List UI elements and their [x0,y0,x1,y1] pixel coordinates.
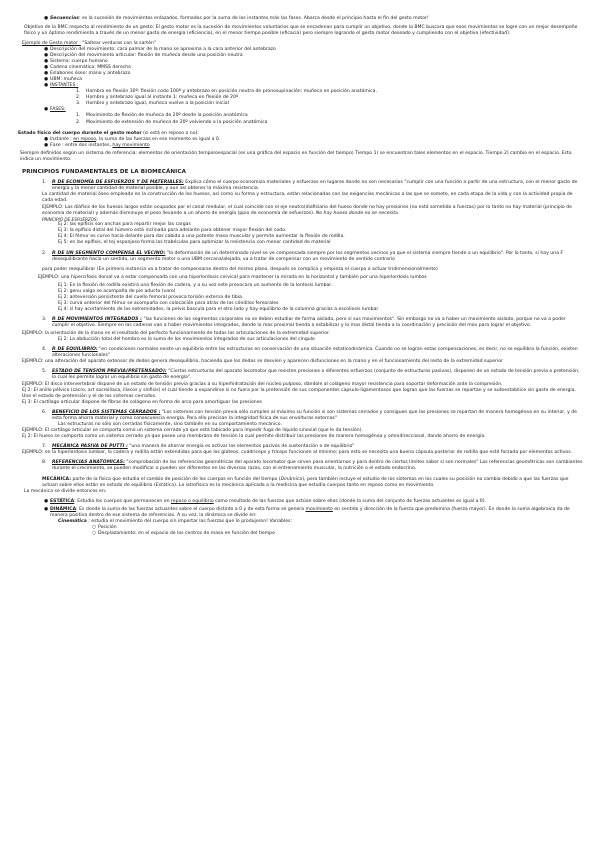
principio-5-title: ESTADO DE TENSIÓN PREVIA(PRETENSADO): [52,369,167,375]
principio-2: 2. P. DE UN SEGMENTO COMPENSA EL VECINO: "la deformación de un determinado nivel se ve compensada siempre por los segmentos vecinos ya que el sistema siempre tiende a un equilibrio". Por lo tanto, si hay una F desequilibrante hacia un sentido, un segmento motor o una UBM cercana/alejada, va a tratar de compensar con un movimiento de sentido contrario para poder reequilibrar (En primera instancia va a tratar de compensarse dentro del mismo plano, después se complica y empieza el cuerpo a actuar tridimensionalmente) EJEMPLO: una hipercifosis dorsal va a estar compensada con una hiperlordosis cervical para mantener la mirada en la horizontal y también por una hiperlordosis lumbar. Ej 1: En la flexión de rodilla existirá una flexión de cadera, y a su vez este provocara un aumento de la lordosis lumbar. Ej 2: genu valgo se acompaña de pie aducto (varo) Ej 2: anteversión persistente del cuello femoral provoca torsión externa de tibia. Ej 3: curva anterior del fémur se acompaña con colocación para atrás de los cóndilos femorales Ej 4: si hay acortamiento de las extremidades, la pelvis bascula para el otro lado y hay equilibrio de la columna gracias a escoliosis lumbar [18,251,584,313]
dinamica-item: ● DINÁMICA: Es donde la suma de las fuerzas actuantes sobre el cuerpo distinto a 0 y de esta forma se genera movimiento en sentido y dirección de la fuerza que predomina (fuerza mayor). En donde la suma algebraica da de manera positiva dentro de ese sistema de referencias. A su vez, la dinámica se divide en: [43,506,570,518]
bullet-icon: ● [43,506,48,512]
bullet-icon: ● [43,136,48,142]
bullet-icon: ● [43,64,48,70]
bullet-icon: ● [43,107,48,113]
instante-item: 3. Hombro y antebrazo igual, muñeca vuelve a la posición inicial [76,101,229,107]
list-item: Ej 4: El fémur es curvo hacia delante para dar cabida a una potente masa muscular y permite aumentar la flexión de rodilla. [58,234,345,240]
principio-2-title: P. DE UN SEGMENTO COMPENSA EL VECINO: [52,251,166,257]
list-item: Ej 2: las epífisis son anchas para repartir mejor las cargas [58,222,191,228]
ejemplo-label: Ejemplo de Gesto motor : [22,40,81,46]
principio-3: 3. P. DE MOVIMIENTOS INTEGRADOS : "las funciones de los segmentos corporales no se deben estudiar de forma aislada, pero sí sus movimientos". Sin embargo no va a haber un movimiento aislado, porque no va a poder cumplir el objetivo. Siempre en las cadenas van a haber movimientos integrados, donde lo mas proximal tienda a estabilizar y lo mas distal tienda a la coordinación y precisión del mov para lograr el objetivo. EJEMPLO: la orientación de la mano es el resultado del perfecto funcionamiento de todas las articulaciones de la extremidad superior. Ej 2: La abducción total del hombro es la suma de los movimientos integrados de sus articulaciones del cíngulo [22,316,566,343]
list-item: ● Descripción del movimiento articular: flexión de muñeca desde una posición neutra [43,52,243,58]
secuencias-term: Secuencias [50,16,79,21]
bullet-icon: ● [43,77,48,83]
list-item: ● Descripción del movimiento: cara palmar de la mano se aproxima a la cara anterior del antebrazo [43,46,276,52]
principios-title: PRINCIPIOS FUNDAMENTALES DE LA BIOMECÁNICA [22,168,186,175]
principio-1: 1. P. DE ECONOMÍA DE ESFUERZOS Y DE MATERIALES: Explica cómo el cuerpo economiza materiales y esfuerzos en lugares donde no son necesarios "cumplir con una función a partir de una estructura, con el menor gasto de energía y la menor cantidad de material posible, y aun así obtener la máxima resistencia. La cantidad de material óseo empleado en la construcción de los huesos, así como su forma y estructura, están relacionadas con las exigencias mecánicas a las que se somete, en cada etapa de la vida y con la actividad propia de cada edad. EJEMPLO: Las diáfisis de los huesos largos están ocupados por el canal medular, el cual coincide con el eje neutro(diafisiario del hueso donde no hay presiones (no está sometido a fuerzas) por lo tanto no hay material (principio de economía de material) y además disminuye el peso llevando a un ahorro de energía (ppio de economía de esfuerzos). No hay hueso donde no se necesita. PRINCIPIO DE ESFUERZOS: Ej 2: las epífisis son anchas para repartir mejor las cargas Ej 3: la epífisis distal del húmero está inclinada para adelante para obtener mayor flexión del codo. Ej 4: El fémur es curvo hacia delante para dar cabida a una potente masa muscular y permite aumentar la flexión de rodilla. Ej 5: en las epífisis, el tej esponjoso forma las trabéculas para optimizar la resistencia con menor cantidad de material [18,180,584,246]
bullet-icon: ● [43,58,48,64]
bullet-icon: ● [43,142,48,148]
secuencias-text: : es la sucesión de movimientos enlazados, formados por la suma de los instantes más las fases. Abarca desde el principio hasta el fin del gesto motor! [78,16,429,21]
mecanica-section: MECÁNICA: parte de la física que estudia el cambio de posición de los cuerpos en función del tiempo (Dinámica), pero también incluye el estudio de los sistemas en los cuales su posición no cambia debido a que las fuerzas que actúan sobre ellos están en estado de equilibrio (Estática). La iatrofísica es la mecánica aplicada a la medicina que estudia cuerpos tanto en reposo como en movimiento. La mecánica se divide entonces en: ● ESTÁTICA: Estudia los cuerpos que permanecen en reposo o equilibrio como resultado de las fuerzas que actúan sobre ellos (donde la suma del conjunto de fuerzas actuantes es igual a 0). ● DINÁMICA: Es donde la suma de las fuerzas actuantes sobre el cuerpo distinto a 0 y de esta forma se genera movimiento en sentido y dirección de la fuerza que predomina (fuerza mayor). En donde la suma algebraica da de manera positiva dentro de ese sistema de referencias. A su vez, la dinámica se divide en: Cinemática : estudia el movimiento del cuerpo sin importar las fuerzas que lo produjeron! Variables: ○ Posición ○ Desplazamiento: en el espacio de los centros de masa en función del tiempo [18,477,584,537]
bullet-icon: ● [43,46,48,52]
instante-item: 1. Hombro en flexión 30º: flexión codo 100º y antebrazo en posición neutra de pronosupinación: muñeca en posición anatómica. [76,89,377,95]
principio-3-title: P. DE MOVIMIENTOS INTEGRADOS : [52,316,143,322]
ejemplo-list [18,47,584,126]
principio-7: 7. MECÁNICA PASIVA DE PUTTI : "una manera de ahorrar energía es activar los elementos pasivos de sustentación o de equilibrio" EJEMPLO: en la hiperlordosis lumbar, la cadera y rodilla están extendidas para que los glúteos, cuádriceps y tríceps funcionen al mínimo; para esto se necesita una buena cápsula posterior de rodilla que esté forzada por elementos activos. [22,444,573,456]
cinematica-line: Cinemática : estudia el movimiento del cuerpo sin importar las fuerzas que lo produjeron! Variables: [58,518,292,524]
estatica-item: ● ESTÁTICA: Estudia los cuerpos que permanecen en reposo o equilibrio como resultado de las fuerzas que actúan sobre ellos (donde la suma del conjunto de fuerzas actuantes es igual a 0). [43,498,486,504]
list-item: ● FASES: [43,107,66,113]
estado-title-suffix: (si está en reposo o no): [141,130,199,136]
mecanica-paragraph: MECÁNICA: parte de la física que estudia el cambio de posición de los cuerpos en función del tiempo (Dinámica), pero también incluye el estudio de los sistemas en los cuales su posición no cambia debido a que las fuerzas que actúan sobre ellos están en estado de equilibrio (Estática). La iatrofísica es la mecánica aplicada a la medicina que estudia cuerpos tanto en reposo como en movimiento. [42,477,569,489]
circle-bullet-icon: ○ [91,530,96,536]
fase-item: 1. Movimiento de flexión de muñeca de 20º desde la posición anatómica [76,113,248,119]
bullet-icon: ● [43,71,48,76]
principio-1-title: P. DE ECONOMÍA DE ESFUERZOS Y DE MATERIALES: [52,180,184,186]
bullet-icon: ● [43,498,48,504]
referencia-paragraph: Siempre definidos según un sistema de referencia: elementos de orientación temporoespacial (es una gráfica del espacio en función del tiempo) Tiempo 1) se encuentran tales elementos en el espacio. Tiempo 2) cambio en el espacio. Esto indica un movimiento. [20,150,572,162]
variable-item: ○ Posición [91,524,117,530]
list-item: ● INSTANTES : [43,83,79,89]
bullet-icon: ● [43,16,48,21]
principio-8: 8. REFERENCIAS ANATÓMICAS: "comprobación de las referencias geométricas del aparato locomotor que sirven para orientarnos y para dentro de ciertos límites saber si son normales" Las referencias geométricas son cambiantes durante el crecimiento, se pueden modificar o pueden ser diferentes en las diversas razas, con el entrenamiento muscular, la nutrición o el estado endocrino. [42,460,583,472]
objetivo-paragraph: Objetivo de la BMC respecto al rendimiento de un gesto: El gesto motor es la sucesión de movimientos voluntarios que se encadenan para cumplir un objetivo, donde la BMC buscara que esos movimientos se logre con un mejor desempeño físico y un óptimo rendimiento a través de un menor gasto de energía (eficiencia), en el menor tiempo posible (eficacia) pero siempre logrando el gesto motor deseado y cumpliendo con el objetivo (efectividad). [24,24,578,36]
estado-title: Estado físico del cuerpo durante el gesto motor [18,130,142,136]
list-item: Ej 5: en las epífisis, el tej esponjoso forma las trabéculas para optimizar la resistencia con menor cantidad de material [58,240,331,246]
estado-instante-item: ● Instante : en reposo, la suma de las fuerzas en ese momento es igual a 0. [43,136,221,142]
principio-5: 5. ESTADO DE TENSIÓN PREVIA(PRETENSADO): "Ciertas estructuras del aparato locomotor que resisten presiones o diferentes esfuerzos (conjunto de estructuras pasivas), disponen de un estado de tensión previa o pretensión, lo cual les permite lograr un equilibrio sin gasto de energía". EJEMPLO: El disco intervertebral dispone de un estado de tensión previa gracias a su hiperhidratación del núcleo pulposo, dándole al colágeno mayor resistencia para soportar deformación ante la compresión. Ej 2: El anillo pélvico (sacro, art sacroiliaca, iliacos y sínfisis) el cual tiende a expandirse si no fuera por la pretensión de sus componentes capsulo-ligamentosos que logran que las fuerzas se repartan y se autoestabilice sin gasto de energía. Une el estado de pretensión y el de los sistemas cerrados. Ej 3: El cartílago articular dispone de fibras de colágeno en forma de arco para amortiguar las presiones [22,369,580,405]
variable-item: ○ Desplazamiento: en el espacio de los centros de masa en función del tiempo [91,530,275,536]
list-item: ● Cadena cinemática: MMSS derecho [43,64,132,70]
principio-6-title: BENEFICIO DE LOS SISTEMAS CERRADOS : [52,409,161,415]
principio-4-title: P. DE EQUILIBRIO: [52,347,98,353]
list-item: Ej 3: la epífisis distal del húmero está inclinada para adelante para obtener mayor flexión del codo. [58,228,287,234]
secuencias-item [18,16,584,22]
list-item: ● Sistema: cuerpo humano [43,58,108,64]
principio-6: 6. BENEFICIO DE LOS SISTEMAS CERRADOS : "Los sistemas con tensión previa sólo cumplen al máximo su función si son sistemas cerrados y consiguen que las presiones se repartan de manera homogénea en su interior, y de esta forma ahorra material y como consecuencia energía. Para ello precisan la integridad física de sus envolturas externas" Las estructuras no sólo son cerradas físicamente, sino también en su comportamiento mecánico. EJEMPLO: El cartílago articular se comporta como un sistema cerrado ya que está tabicado para impedir fuga de líquido sinovial (que le da tensión). Ej 2: El hueso se comporta como un sistema cerrado ya que posee una membrana de tensión la cual permite distribuir las presiones de manera homogénea y omnidireccional, dando ahorro de energía. [22,409,577,440]
list-item: Ej 4: si hay acortamiento de las extremidades, la pelvis bascula para el otro lado y hay equilibrio de la columna gracias a escoliosis lumbar [58,306,379,312]
principio-8-title: REFERENCIAS ANATÓMICAS: [52,460,125,466]
bullet-icon: ● [43,83,48,89]
circle-bullet-icon: ○ [91,524,96,530]
list-item: Ej 1: En la flexión de rodilla existirá una flexión de cadera, y a su vez este provocara un aumento de la lordosis lumbar. [58,282,333,288]
principio-4: 4. P. DE EQUILIBRIO: "en condiciones normales existe un equilibrio entre las estructuras en conservación de una situación estaticodinámica. Cuando no se logran estas compensaciones, es decir, no se equilibra la función, existen alteraciones funcionales" EJEMPLO: una alteración del aparato extensor de dedos genera desequilibrio, haciendo que los dedos se desvíen y aparecen disfunciones en la mano y en el funcionamiento del resto de la extremidad superior [22,347,578,365]
estado-fase-item: ● Fase : entre dos instantes, hay movimiento [43,142,150,148]
fase-item: 2. Movimiento de extensión de muñeca de 20º volviendo a la posición anatómica [76,119,268,125]
list-item: ● Eslabones óseo: mano y antebrazo [43,71,131,76]
ejemplo-title: "Saltear verduras con la sartén" [82,40,156,46]
list-item: Ej 2: genu valgo se acompaña de pie aducto (varo) [58,288,176,294]
list-item: ● UBM: muñeca [43,77,82,83]
list-item: Ej 2: anteversión persistente del cuello femoral provoca torsión externa de tibia. [58,294,244,300]
list-item: Ej 3: curva anterior del fémur se acompaña con colocación para atrás de los cóndilos femorales [58,300,279,306]
bullet-icon: ● [43,52,48,58]
instante-item: 2. Hombro y antebrazo igual al instante 1: muñeca en flexión de 20º [76,95,239,101]
principio-7-title: MECÁNICA PASIVA DE PUTTI : [52,444,128,450]
